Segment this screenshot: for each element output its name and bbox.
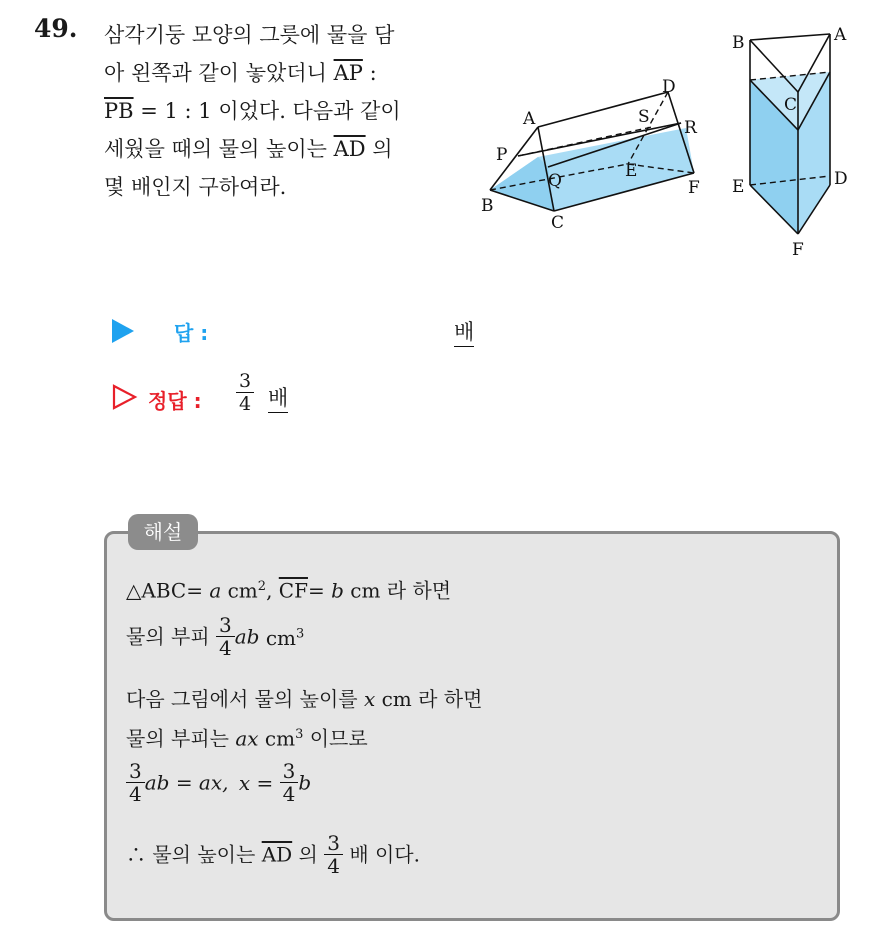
answer-arrow-icon [112, 319, 134, 343]
segment-ad-solution: $\overline{AD}$ [261, 842, 293, 867]
question-number: 49. [34, 14, 78, 43]
solution-line-2: 물의 부피 $\frac{3}{4}$ ab $cm^3$ [126, 613, 305, 660]
segment-ap: $\overline{AP}$ [333, 61, 363, 85]
solution-tag: 해설 [128, 514, 198, 550]
question-line-4: 세웠을 때의 물의 높이는 $\overline{AD}$ 의 [104, 137, 393, 161]
correct-label: 정답 : [148, 389, 202, 413]
solution-line-4: 물의 부피는 ax $cm^3$ 이므로 [126, 726, 368, 751]
correct-answer-row [112, 370, 372, 426]
label-d2: D [834, 169, 848, 189]
question-line-1: 삼각기둥 모양의 그릇에 물을 담 [104, 23, 395, 47]
label-r: R [684, 118, 697, 138]
solution-line-1: △ABC= a $cm^2$, $\overline{CF}= b$ cm 라 하면 [126, 578, 452, 603]
label-e2: E [732, 177, 745, 197]
question-line-5: 몇 배인지 구하여라. [104, 175, 287, 199]
label-b: B [481, 196, 494, 216]
label-q: Q [548, 171, 562, 191]
correct-arrow-icon [112, 384, 138, 410]
label-c2: C [784, 95, 798, 115]
label-d: D [662, 77, 676, 97]
standing-prism-figure [730, 20, 860, 265]
lying-prism-figure [470, 70, 710, 240]
label-c: C [551, 213, 565, 233]
answer-unit: 배 [454, 316, 474, 347]
label-a: A [523, 109, 536, 129]
correct-fraction: $\frac{3}{4}$ [236, 370, 254, 415]
label-e: E [625, 161, 638, 181]
question-line-3: $\overline{PB} = 1$ : 1 이었다. 다음과 같이 [104, 99, 401, 123]
question-line-2: 아 왼쪽과 같이 놓았더니 $\overline{AP}$ : [104, 61, 377, 85]
solution-line-5: $\frac{3}{4}$ ab = ax, x = $\frac{3}{4}$ b [126, 760, 311, 805]
segment-pb: $\overline{PB}$ [104, 99, 134, 123]
label-s: S [638, 107, 650, 127]
label-f2: F [792, 240, 804, 260]
label-a2: A [834, 25, 847, 45]
solution-line-6: ∴ 물의 높이는 $\overline{AD}$ 의 $\frac{3}{4}$ 배 이다. [126, 831, 420, 878]
label-p: P [496, 145, 508, 165]
answer-label: 답 : [174, 321, 209, 345]
question-text [104, 16, 464, 206]
segment-cf: $\overline{CF}$ [278, 578, 308, 603]
solution-line-3: 다음 그림에서 물의 높이를 x cm 라 하면 [126, 687, 483, 711]
segment-ad: $\overline{AD}$ [333, 137, 366, 161]
correct-unit: 배 [268, 382, 288, 413]
answer-row [112, 316, 492, 346]
label-b2: B [732, 33, 745, 53]
label-f: F [688, 178, 700, 198]
